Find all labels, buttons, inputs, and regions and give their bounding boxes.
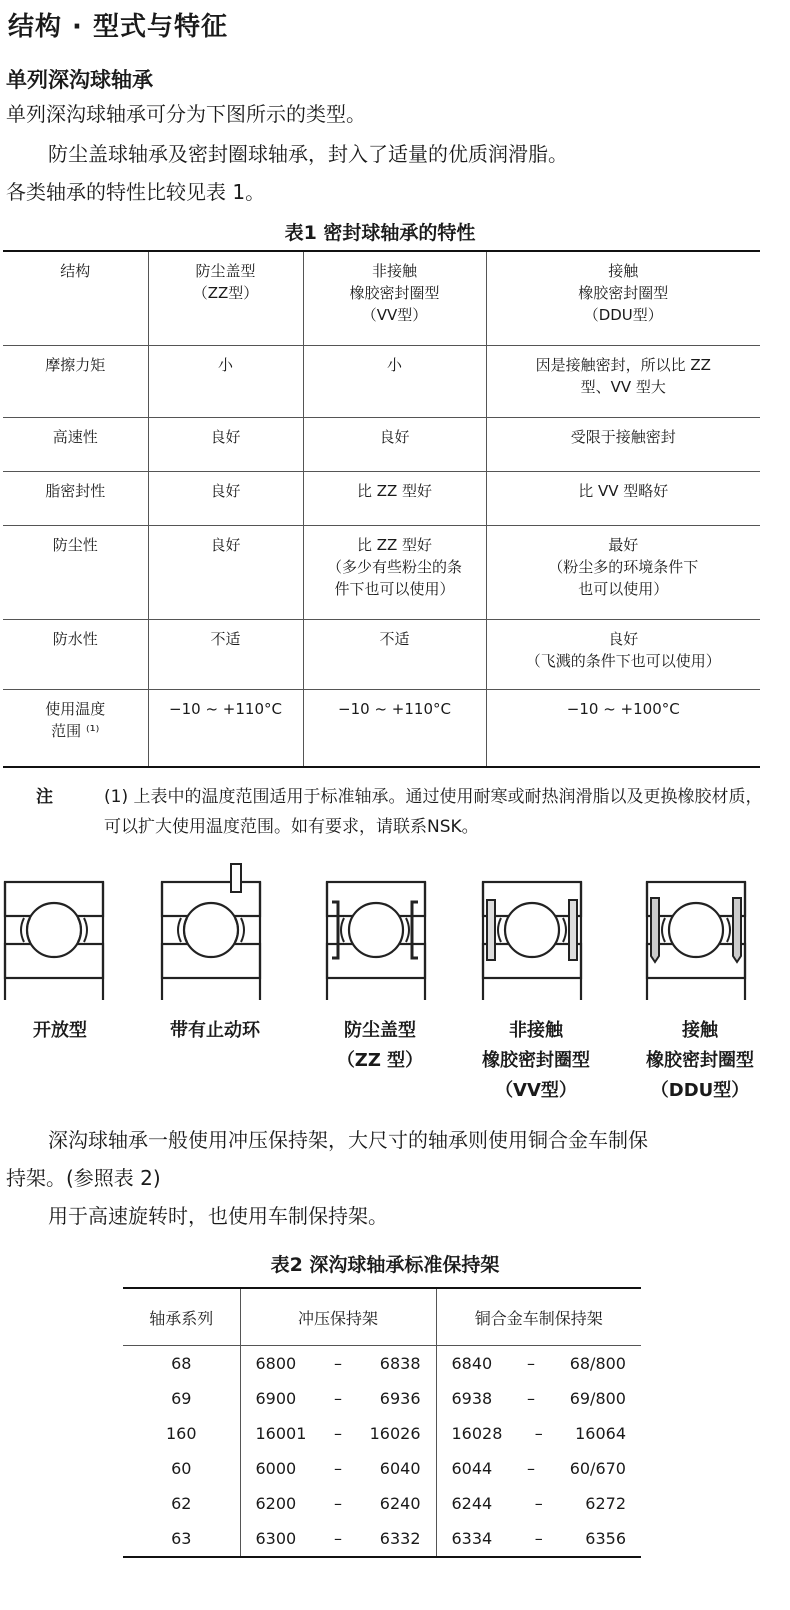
pressed-cage-range	[240, 1486, 436, 1521]
series-cell: 63	[123, 1521, 240, 1557]
machined-cage-range	[436, 1486, 641, 1521]
range-end: 6838	[379, 1354, 421, 1373]
table-cell: 比 VV 型略好	[486, 471, 760, 525]
series-cell: 68	[123, 1346, 240, 1382]
table-cell: 良好	[148, 525, 303, 619]
range-start: 6200	[255, 1494, 297, 1513]
table-header-row	[123, 1288, 641, 1346]
row-header: 脂密封性	[3, 471, 148, 525]
header-cell: 轴承系列	[123, 1288, 240, 1346]
range-dash: –	[334, 1494, 342, 1513]
non-contact-seal-bearing-icon	[478, 860, 588, 1010]
row-header: 防水性	[3, 619, 148, 689]
range-end: 6240	[379, 1494, 421, 1513]
table-row	[123, 1416, 641, 1451]
table-cell: 不适	[148, 619, 303, 689]
table-cell: 小	[148, 345, 303, 417]
range-start: 6800	[255, 1354, 297, 1373]
table-cell: 小	[303, 345, 486, 417]
range-dash: –	[534, 1529, 543, 1548]
bearing-label-snap-ring: 带有止动环	[170, 1020, 260, 1041]
range-end: 68/800	[569, 1354, 626, 1373]
shielded-bearing-icon	[322, 860, 432, 1010]
range-start: 6334	[451, 1529, 493, 1548]
bearing-label-ddu: 接触 橡胶密封圈型 （DDU型）	[646, 1020, 754, 1101]
table-header-row	[3, 251, 760, 345]
table-cell: 受限于接触密封	[486, 417, 760, 471]
pressed-cage-range	[240, 1451, 436, 1486]
machined-cage-range	[436, 1416, 641, 1451]
range-end: 16064	[575, 1424, 626, 1443]
table-row	[3, 417, 760, 471]
range-end: 6356	[585, 1529, 626, 1548]
range-end: 6040	[379, 1459, 421, 1478]
contact-seal-bearing-icon	[642, 860, 752, 1010]
range-end: 6936	[379, 1389, 421, 1408]
header-cell: 接触 橡胶密封圈型 （DDU型）	[486, 251, 760, 345]
series-cell: 69	[123, 1381, 240, 1416]
table-cell: −10 ~ +100°C	[486, 689, 760, 767]
seal-characteristics-table	[3, 250, 760, 768]
range-start: 6840	[451, 1354, 493, 1373]
table1-caption: 表1 密封球轴承的特性	[284, 222, 476, 244]
range-dash: –	[334, 1459, 342, 1478]
cage-text-line-3: 用于高速旋转时，也使用车制保持架。	[48, 1204, 388, 1228]
range-dash: –	[334, 1424, 342, 1443]
intro-line-2: 防尘盖球轴承及密封圈球轴承，封入了适量的优质润滑脂。	[48, 142, 568, 166]
note-label: 注	[36, 787, 53, 807]
intro-line-3: 各类轴承的特性比较见表 1。	[6, 180, 266, 204]
range-start: 6938	[451, 1389, 493, 1408]
table-cell: −10 ~ +110°C	[303, 689, 486, 767]
machined-cage-range	[436, 1521, 641, 1557]
table-cell: 比 ZZ 型好 （多少有些粉尘的条 件下也可以使用）	[303, 525, 486, 619]
open-bearing-icon	[0, 860, 110, 1010]
row-header: 使用温度 范围 ⁽¹⁾	[3, 689, 148, 767]
table-row	[123, 1486, 641, 1521]
table-cell: 比 ZZ 型好	[303, 471, 486, 525]
pressed-cage-range	[240, 1346, 436, 1382]
table-row	[123, 1346, 641, 1382]
table-row	[3, 471, 760, 525]
range-start: 16001	[255, 1424, 307, 1443]
bearing-label-vv: 非接触 橡胶密封圈型 （VV型）	[482, 1020, 590, 1101]
range-end: 69/800	[569, 1389, 626, 1408]
range-end: 16026	[369, 1424, 421, 1443]
machined-cage-range	[436, 1451, 641, 1486]
header-cell: 冲压保持架	[240, 1288, 436, 1346]
intro-line-1: 单列深沟球轴承可分为下图所示的类型。	[6, 102, 366, 126]
range-start: 6244	[451, 1494, 493, 1513]
range-dash: –	[334, 1354, 342, 1373]
bearing-label-open: 开放型	[33, 1020, 87, 1041]
header-cell: 结构	[3, 251, 148, 345]
range-end: 60/670	[569, 1459, 626, 1478]
series-cell: 60	[123, 1451, 240, 1486]
series-cell: 160	[123, 1416, 240, 1451]
note-text: (1) 上表中的温度范围适用于标准轴承。通过使用耐寒或耐热润滑脂以及更换橡胶材质，可以扩大使用温度范围。如有要求，请联系NSK。	[104, 787, 763, 837]
header-cell: 非接触 橡胶密封圈型 （VV型）	[303, 251, 486, 345]
range-dash: –	[534, 1424, 543, 1443]
table-row	[123, 1521, 641, 1557]
standard-cage-table	[123, 1287, 641, 1558]
range-dash: –	[526, 1389, 535, 1408]
table-row	[3, 345, 760, 417]
range-dash: –	[334, 1389, 342, 1408]
bearing-label-zz: 防尘盖型 （ZZ 型）	[336, 1020, 424, 1071]
range-start: 6900	[255, 1389, 297, 1408]
table-row	[3, 689, 760, 767]
machined-cage-range	[436, 1381, 641, 1416]
range-start: 6300	[255, 1529, 297, 1548]
table-cell: 因是接触密封，所以比 ZZ 型、VV 型大	[486, 345, 760, 417]
cage-text-line-2: 持架。(参照表 2)	[6, 1166, 161, 1190]
page-title: 结构 · 型式与特征	[8, 12, 228, 42]
section-title: 单列深沟球轴承	[6, 68, 153, 92]
row-header: 摩擦力矩	[3, 345, 148, 417]
pressed-cage-range	[240, 1521, 436, 1557]
series-cell: 62	[123, 1486, 240, 1521]
table-cell: 良好	[303, 417, 486, 471]
range-start: 6000	[255, 1459, 297, 1478]
table-row	[123, 1381, 641, 1416]
header-cell: 铜合金车制保持架	[436, 1288, 641, 1346]
table-cell: 良好	[148, 471, 303, 525]
table-cell: 良好	[148, 417, 303, 471]
table-row	[3, 619, 760, 689]
pressed-cage-range	[240, 1381, 436, 1416]
table-cell: 良好 （飞溅的条件下也可以使用）	[486, 619, 760, 689]
snap-ring-bearing-icon	[157, 860, 267, 1010]
row-header: 高速性	[3, 417, 148, 471]
table-row	[123, 1451, 641, 1486]
pressed-cage-range	[240, 1416, 436, 1451]
header-cell: 防尘盖型 （ZZ型）	[148, 251, 303, 345]
range-end: 6332	[379, 1529, 421, 1548]
range-end: 6272	[585, 1494, 626, 1513]
cage-text-line-1: 深沟球轴承一般使用冲压保持架，大尺寸的轴承则使用铜合金车制保	[48, 1128, 648, 1152]
range-dash: –	[334, 1529, 342, 1548]
table-cell: 最好 （粉尘多的环境条件下 也可以使用）	[486, 525, 760, 619]
row-header: 防尘性	[3, 525, 148, 619]
range-start: 6044	[451, 1459, 493, 1478]
range-start: 16028	[451, 1424, 503, 1443]
range-dash: –	[526, 1354, 535, 1373]
table-cell: −10 ~ +110°C	[148, 689, 303, 767]
table2-caption: 表2 深沟球轴承标准保持架	[270, 1254, 500, 1276]
machined-cage-range	[436, 1346, 641, 1382]
table-row	[3, 525, 760, 619]
range-dash: –	[526, 1459, 535, 1478]
table-cell: 不适	[303, 619, 486, 689]
range-dash: –	[534, 1494, 543, 1513]
